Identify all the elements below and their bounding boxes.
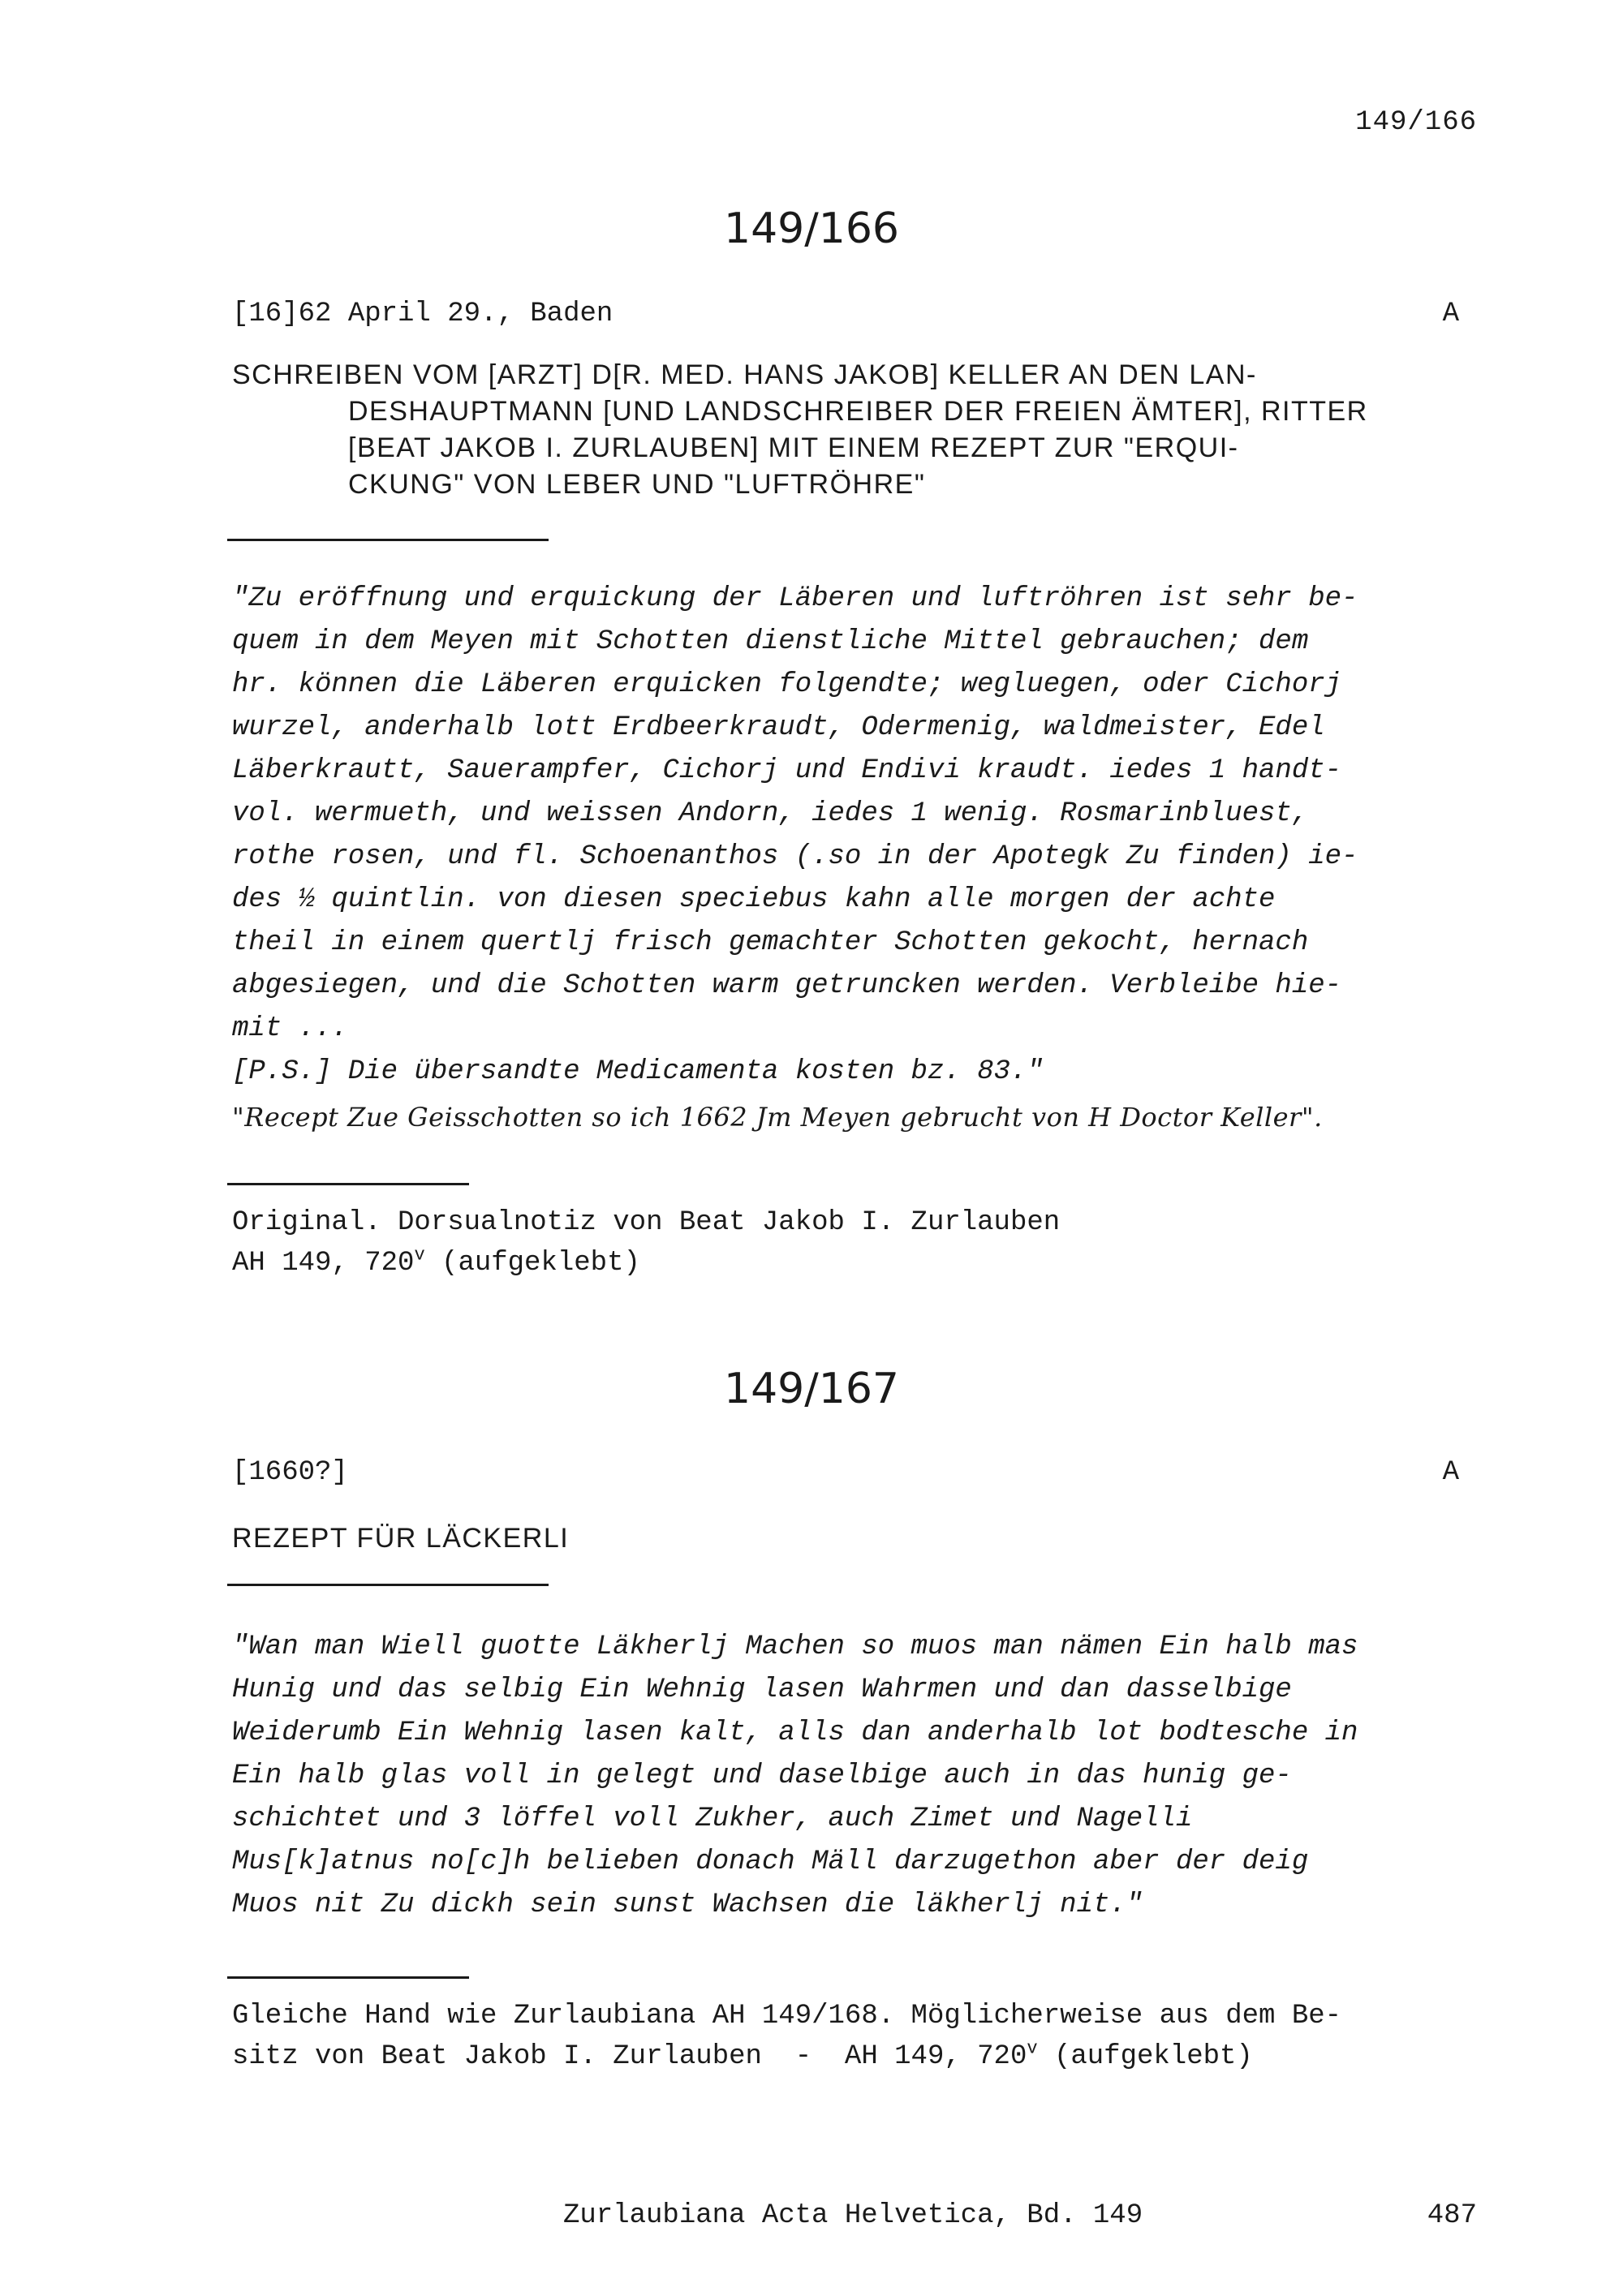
entry-date: [1660?] — [232, 1457, 348, 1488]
quote-line: Muos nit Zu dickh sein sunst Wachsen die läkherlj nit." — [232, 1890, 1143, 1920]
source-note-line — [232, 1243, 1498, 1283]
source-note — [232, 1996, 1498, 2077]
entry-type: A — [1442, 299, 1459, 329]
source-note-line: Gleiche Hand wie Zurlaubiana AH 149/168. Möglicherweise aus dem Be- — [232, 2001, 1342, 2032]
quote-line: wurzel, anderhalb lott Erdbeerkraudt, Odermenig, waldmeister, Edel — [232, 712, 1325, 743]
source-ref-suffix: (aufgeklebt) — [424, 1248, 640, 1279]
quote-line: "Wan man Wiell guotte Läkherlj Machen so muos man nämen Ein halb mas — [232, 1632, 1358, 1662]
heading-line: CKUNG" VON LEBER UND "LUFTRÖHRE" — [348, 469, 926, 500]
quote-line: vol. wermueth, und weissen Andorn, iedes 1 wenig. Rosmarinbluest, — [232, 798, 1309, 829]
source-ref: sitz von Beat Jakob I. Zurlauben - AH 149, 720 — [232, 2041, 1027, 2072]
entry-number: 149/167 — [723, 1365, 900, 1413]
entry-date: [16]62 April 29., Baden — [232, 299, 613, 329]
quote-line: mit ... — [232, 1013, 348, 1044]
source-ref: AH 149, 720 — [232, 1248, 415, 1279]
quote-line: Hunig und das selbig Ein Wehnig lasen Wahrmen und dan dasselbige — [232, 1675, 1292, 1705]
footnote-divider — [227, 1976, 469, 1979]
verso-mark: v — [1027, 2038, 1038, 2059]
source-note-line: Original. Dorsualnotiz von Beat Jakob I. Zurlauben — [232, 1207, 1061, 1238]
source-ref-suffix: (aufgeklebt) — [1037, 2041, 1253, 2072]
section-divider — [227, 539, 549, 541]
page-number: 487 — [1427, 2200, 1477, 2231]
footnote-divider — [227, 1183, 469, 1185]
dorsal-note-script: "Recept Zue Geisschotten so ich 1662 Jm Meyen gebrucht von H Doctor Keller". — [232, 1102, 1323, 1133]
quote-line: Ein halb glas voll in gelegt und daselbige auch in das hunig ge- — [232, 1761, 1292, 1791]
quote-line: abgesiegen, und die Schotten warm getruncken werden. Verbleibe hie- — [232, 970, 1342, 1001]
quote-line: Mus[k]atnus no[c]h belieben donach Mäll darzugethon aber der deig — [232, 1847, 1309, 1877]
quote-line: Läberkrautt, Sauerampfer, Cichorj und Endivi kraudt. iedes 1 handt- — [232, 755, 1342, 786]
quote-line: hr. können die Läberen erquicken folgendte; wegluegen, oder Cichorj — [232, 669, 1342, 700]
quote-line: [P.S.] Die übersandte Medicamenta kosten bz. 83." — [232, 1056, 1044, 1087]
quote-line: "Zu eröffnung und erquickung der Läberen und luftröhren ist sehr be- — [232, 583, 1358, 614]
quote-line: schichtet und 3 löffel voll Zukher, auch Zimet und Nagelli — [232, 1804, 1193, 1834]
heading-line: REZEPT FÜR LÄCKERLI — [232, 1523, 570, 1554]
source-note — [232, 1202, 1498, 1283]
quote-line: Weiderumb Ein Wehnig lasen kalt, alls dan anderhalb lot bodtesche in — [232, 1718, 1358, 1748]
quote-line: rothe rosen, und fl. Schoenanthos (.so in der Apotegk Zu finden) ie- — [232, 841, 1358, 872]
quote-line: theil in einem quertlj frisch gemachter Schotten gekocht, hernach — [232, 927, 1309, 958]
quote-line: quem in dem Meyen mit Schotten dienstliche Mittel gebrauchen; dem — [232, 626, 1309, 657]
entry-heading — [232, 1520, 1474, 1557]
section-divider — [227, 1584, 549, 1586]
heading-line: [BEAT JAKOB I. ZURLAUBEN] MIT EINEM REZEPT ZUR "ERQUI- — [348, 432, 1239, 463]
quoted-text — [232, 578, 1498, 1094]
heading-line: DESHAUPTMANN [UND LANDSCHREIBER DER FREIEN ÄMTER], RITTER — [348, 396, 1368, 427]
quoted-text — [232, 1626, 1498, 1927]
source-note-line — [232, 2036, 1498, 2077]
footer-title: Zurlaubiana Acta Helvetica, Bd. 149 — [563, 2200, 1143, 2231]
heading-line: SCHREIBEN VOM [ARZT] D[R. MED. HANS JAKOB] KELLER AN DEN LAN- — [232, 359, 1257, 390]
verso-mark: v — [414, 1245, 425, 1266]
page-reference: 149/166 — [1355, 107, 1477, 138]
entry-type: A — [1442, 1457, 1459, 1488]
entry-number: 149/166 — [723, 204, 900, 253]
quote-line: des ½ quintlin. von diesen speciebus kahn alle morgen der achte — [232, 884, 1276, 915]
entry-heading — [232, 357, 1474, 503]
